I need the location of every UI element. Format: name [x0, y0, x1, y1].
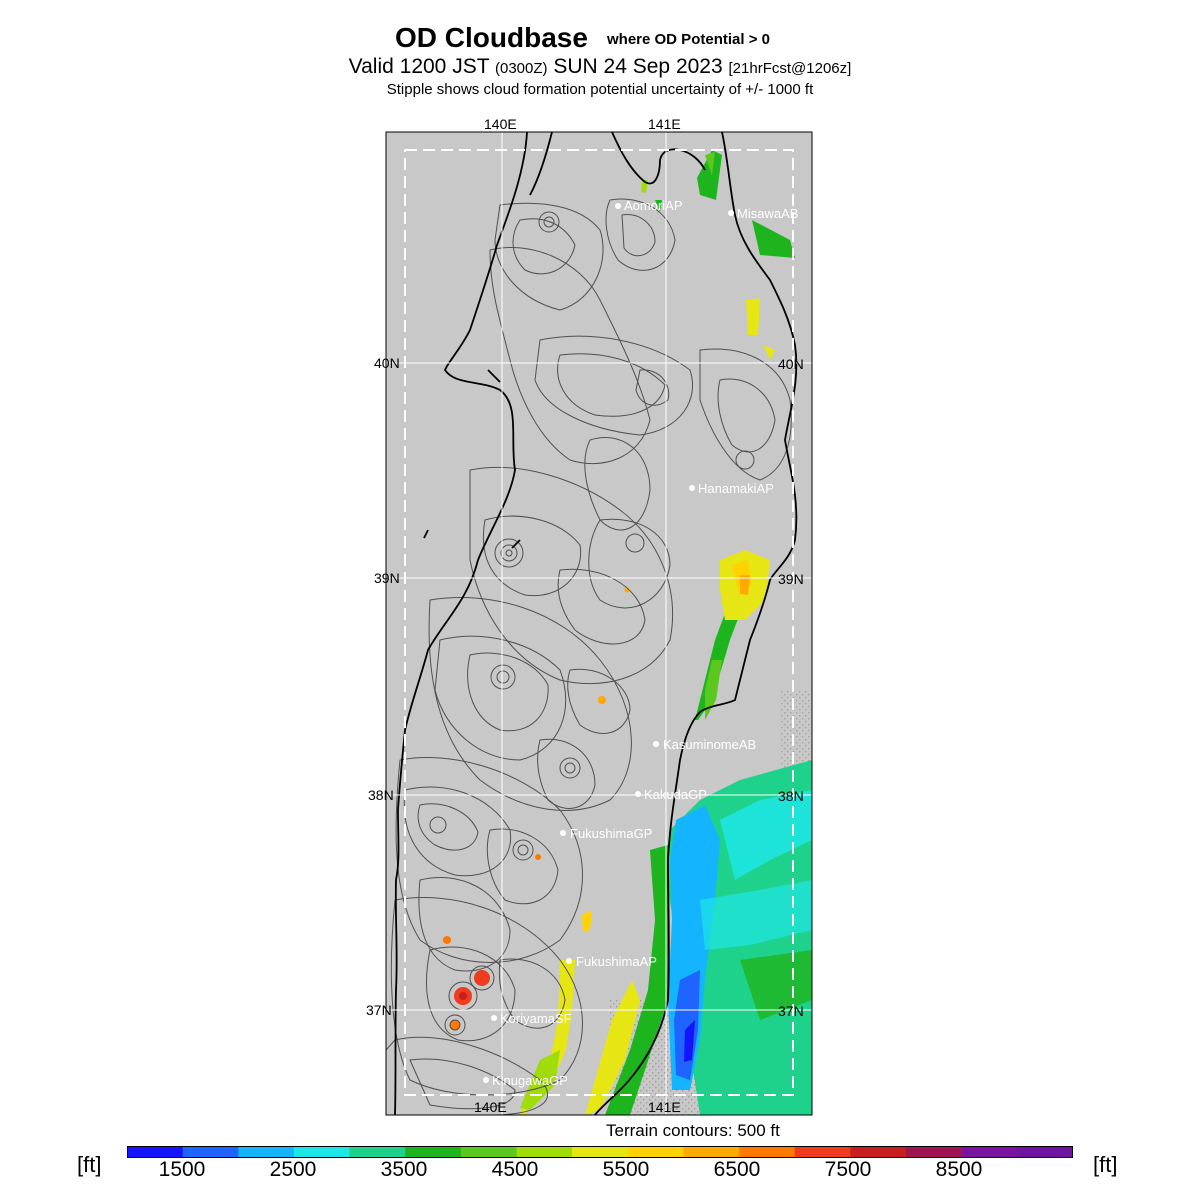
lat-label-37n-right: 37N [778, 1003, 804, 1019]
lat-label-37n-left: 37N [366, 1002, 392, 1018]
colorbar-segment [127, 1146, 183, 1158]
colorbar-unit-left: [ft] [77, 1152, 102, 1177]
valid-date: SUN 24 Sep 2023 [553, 55, 723, 78]
colorbar-tick-label: 7500 [824, 1158, 872, 1181]
colorbar-tick-label: 1500 [158, 1158, 206, 1181]
station-label: KakudaGP [644, 787, 707, 802]
colorbar-tick-label: 8500 [935, 1158, 983, 1181]
station-label: KasuminomeAB [663, 737, 757, 752]
title-qualifier: where OD Potential > 0 [607, 31, 770, 48]
station-label: KoriyamaSF [500, 1011, 572, 1026]
lat-label-38n-left: 38N [368, 787, 394, 803]
colorbar-segment [238, 1146, 294, 1158]
station-label: FukushimaGP [570, 826, 653, 841]
lat-label-39n-right: 39N [778, 571, 804, 587]
lat-label-40n-left: 40N [374, 355, 400, 371]
lon-label-140e-bottom: 140E [474, 1099, 507, 1115]
colorbar-segment [906, 1146, 962, 1158]
colorbar-segment [572, 1146, 628, 1158]
lon-label-141e-top: 141E [648, 116, 681, 132]
lat-label-40n-right: 40N [778, 356, 804, 372]
subtitle: Stipple shows cloud formation potential uncertainty of +/- 1000 ft [386, 81, 814, 98]
valid-prefix: Valid 1200 JST [348, 55, 490, 78]
lat-label-39n-left: 39N [374, 570, 400, 586]
colorbar-segment [294, 1146, 350, 1158]
colorbar-tick-label: 2500 [269, 1158, 317, 1181]
colorbar-segment [517, 1146, 573, 1158]
colorbar-tick-label: 6500 [713, 1158, 761, 1181]
colorbar-segment [962, 1146, 1018, 1158]
lat-label-38n-right: 38N [778, 788, 804, 804]
colorbar-segment [1017, 1146, 1073, 1158]
colorbar-segment [850, 1146, 906, 1158]
lon-label-141e-bottom: 141E [648, 1099, 681, 1115]
colorbar-segment [628, 1146, 684, 1158]
colorbar-tick-label: 3500 [380, 1158, 428, 1181]
station-label: KinugawaGP [492, 1073, 568, 1088]
chart-title: OD Cloudbase [395, 22, 588, 53]
colorbar-segment [350, 1146, 406, 1158]
station-label: AomoriAP [624, 198, 683, 213]
colorbar-segment [183, 1146, 239, 1158]
colorbar-segment [405, 1146, 461, 1158]
terrain-contour-note: Terrain contours: 500 ft [606, 1121, 780, 1140]
colorbar [127, 1146, 1073, 1158]
station-label: FukushimaAP [576, 954, 657, 969]
lon-label-140e-top: 140E [484, 116, 517, 132]
colorbar-unit-right: [ft] [1093, 1152, 1118, 1177]
valid-forecast: [21hrFcst@1206z] [728, 60, 852, 77]
colorbar-segment [461, 1146, 517, 1158]
valid-utc: (0300Z) [495, 60, 548, 77]
colorbar-segment [795, 1146, 851, 1158]
colorbar-segment [739, 1146, 795, 1158]
colorbar-tick-label: 4500 [491, 1158, 539, 1181]
colorbar-tick-label: 5500 [602, 1158, 650, 1181]
station-label: HanamakiAP [698, 481, 774, 496]
station-label: MisawaAB [737, 206, 799, 221]
colorbar-segment [683, 1146, 739, 1158]
